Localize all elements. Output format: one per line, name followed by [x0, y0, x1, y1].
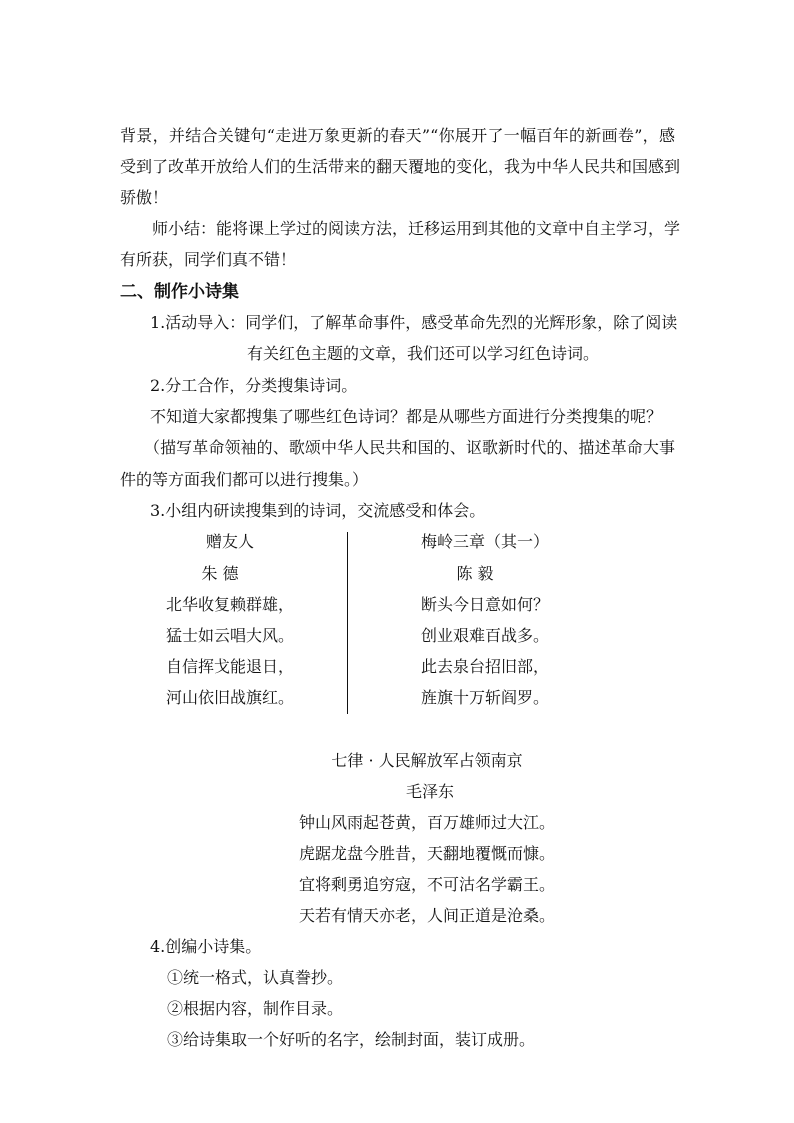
step4-title: 4.创编小诗集。 — [150, 937, 262, 956]
poem-left-line: 北华收复赖群雄， — [165, 595, 294, 614]
step1-line-2: 有关红色主题的文章，我们还可以学习红色诗词。 — [247, 344, 600, 363]
poem-right-line: 断头今日意如何？ — [420, 595, 549, 614]
poem-right-line: 创业艰难百战多。 — [420, 626, 549, 645]
poem-right-line: 旌旗十万斩阎罗。 — [420, 688, 549, 707]
summary-line-2: 有所获，同学们真不错！ — [120, 250, 297, 269]
poem-left-line: 猛士如云唱大风。 — [165, 626, 294, 645]
poem-center-line: 宜将剩勇追穷寇，不可沽名学霸王。 — [298, 875, 555, 894]
poem-left-line: 自信挥戈能退日， — [165, 657, 294, 676]
answer-line-1: （描写革命领袖的、歌颂中华人民共和国的、讴歌新时代的、描述革命大事 — [144, 438, 675, 457]
section-heading: 二、制作小诗集 — [120, 282, 239, 302]
intro-line-3: 骄傲！ — [120, 188, 169, 207]
poem-right-author: 陈 毅 — [456, 564, 494, 583]
intro-line-1: 背景，并结合关键句“走进万象更新的春天”“你展开了一幅百年的新画卷”，感 — [120, 126, 675, 145]
step4-item: ③给诗集取一个好听的名字，绘制封面，装订成册。 — [167, 1030, 536, 1049]
poem-center-title: 七律 · 人民解放军占领南京 — [331, 751, 523, 770]
poem-center-line: 天若有情天亦老，人间正道是沧桑。 — [298, 906, 555, 925]
poem-left-author: 朱 德 — [201, 564, 239, 583]
step1-line-1: 1.活动导入：同学们，了解革命事件，感受革命先烈的光辉形象，除了阅读 — [150, 313, 678, 332]
intro-line-2: 受到了改革开放给人们的生活带来的翻天覆地的变化，我为中华人民共和国感到 — [120, 157, 681, 176]
step3-text: 3.小组内研读搜集到的诗词，交流感受和体会。 — [150, 501, 486, 520]
step4-item: ②根据内容，制作目录。 — [167, 999, 344, 1018]
step2-text: 2.分工合作，分类搜集诗词。 — [150, 376, 358, 395]
step4-item: ①统一格式，认真誊抄。 — [167, 968, 344, 987]
poem-left-title: 赠友人 — [205, 532, 254, 551]
question-text: 不知道大家都搜集了哪些红色诗词？都是从哪些方面进行分类搜集的呢？ — [150, 407, 663, 426]
poem-center-author: 毛泽东 — [405, 782, 454, 801]
poem-left-line: 河山依旧战旗红。 — [165, 688, 294, 707]
poem-center-line: 钟山风雨起苍黄，百万雄师过大江。 — [298, 813, 555, 832]
poem-divider — [347, 532, 348, 714]
summary-line-1: 师小结：能将课上学过的阅读方法，迁移运用到其他的文章中自主学习，学 — [152, 219, 681, 238]
poem-right-title: 梅岭三章（其一） — [420, 532, 549, 551]
answer-line-2: 件的等方面我们都可以进行搜集。） — [120, 470, 369, 489]
poem-center-line: 虎踞龙盘今胜昔，天翻地覆慨而慷。 — [298, 844, 555, 863]
poem-right-line: 此去泉台招旧部， — [420, 657, 549, 676]
